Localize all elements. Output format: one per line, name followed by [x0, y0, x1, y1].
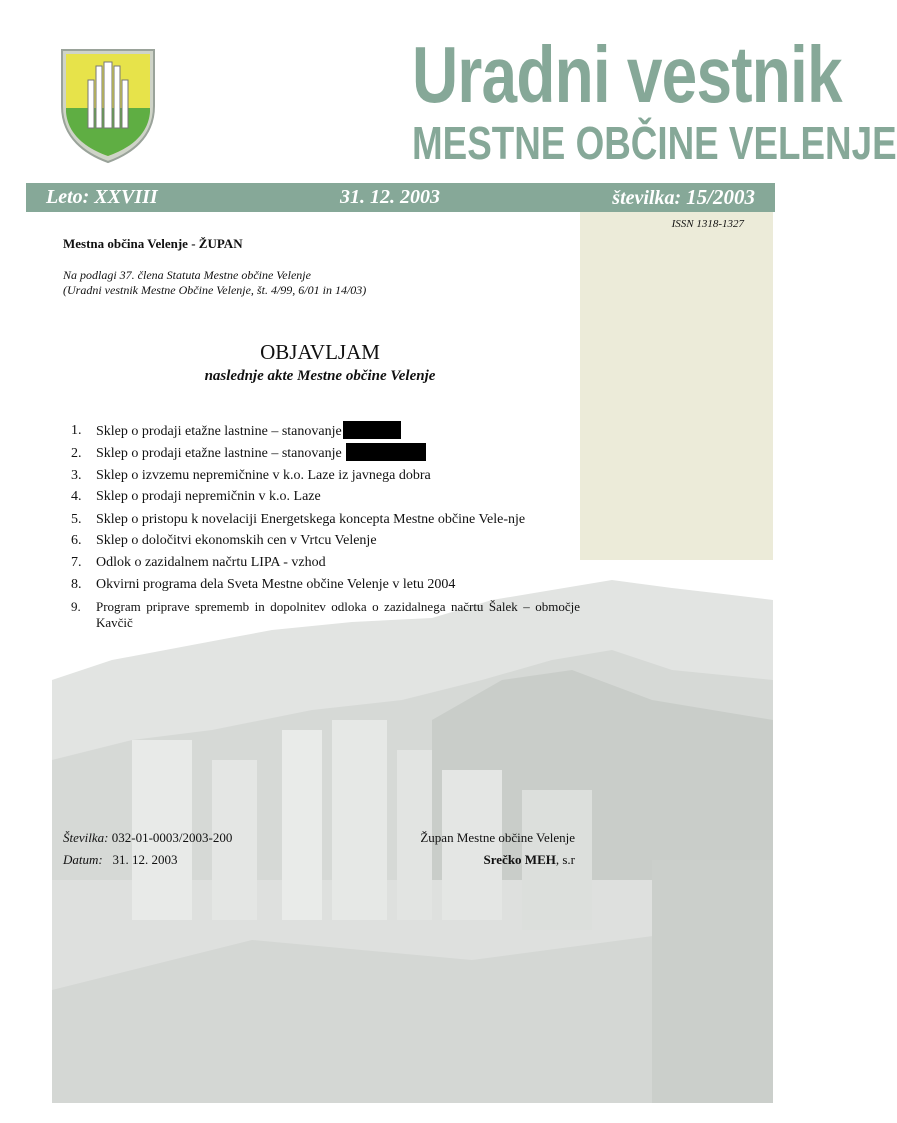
list-item: 9. Program priprave sprememb in dopolnitev odloka o zazidalnega načrtu Šalek – območje Kavčič	[71, 599, 580, 630]
heading-subtitle: naslednje akte Mestne občine Velenje	[204, 368, 436, 384]
reference-number: 032-01-0003/2003-200	[111, 830, 233, 845]
issuing-authority: Mestna občina Velenje - ŽUPAN	[63, 236, 243, 251]
legal-basis-line-1: Na podlagi 37. člena Statuta Mestne občine Velenje	[63, 268, 311, 282]
acts-list	[63, 421, 580, 631]
list-item: 2. Sklep o prodaji etažne lastnine – stanovanje	[63, 442, 580, 465]
redaction-block	[343, 421, 401, 439]
masthead-subtitle: MESTNE OBČINE VELENJE	[412, 117, 897, 169]
list-item: 8. Okvirni programa dela Sveta Mestne občine Velenje v letu 2004	[71, 577, 456, 592]
signatory-name: Srečko MEH	[483, 852, 556, 867]
list-item: 6. Sklep o določitvi ekonomskih cen v Vrtcu Velenje	[71, 533, 377, 548]
issue-number-label: številka:	[612, 187, 682, 209]
list-item: 3. Sklep o izvzemu nepremičnine v k.o. Laze iz javnega dobra	[71, 468, 431, 483]
list-item: 4. Sklep o prodaji nepremičnin v k.o. Laze	[71, 489, 321, 504]
issn: ISSN 1318-1327	[671, 218, 744, 230]
date-value: 31. 12. 2003	[112, 852, 178, 867]
list-item: 1. Sklep o prodaji etažne lastnine – stanovanje	[63, 421, 580, 442]
legal-basis	[63, 268, 543, 298]
issue-date: 31. 12. 2003	[340, 186, 440, 208]
issue-number	[612, 184, 755, 212]
velenje-coat-of-arms-logo	[58, 46, 158, 164]
masthead-title: Uradni vestnik	[412, 30, 842, 119]
issue-number-value: 15/2003	[686, 185, 755, 209]
list-item: 7. Odlok o zazidalnem načrtu LIPA - vzhod	[71, 555, 326, 570]
redaction-block	[346, 443, 426, 461]
issue-year: Leto: XXVIII	[46, 186, 158, 208]
heading-title: OBJAVLJAM	[260, 340, 380, 364]
legal-basis-line-2: (Uradni vestnik Mestne Občine Velenje, št. 4/99, 6/01 in 14/03)	[63, 283, 367, 297]
signatory-role: Župan Mestne občine Velenje	[420, 830, 575, 845]
signatory-suffix: , s.r	[555, 852, 575, 867]
date-label: Datum:	[63, 852, 103, 867]
signature-block	[330, 827, 575, 871]
list-item: 5. Sklep o pristopu k novelaciji Energetskega koncepta Mestne občine Vele-nje	[71, 512, 526, 527]
issue-band	[26, 183, 775, 212]
document-reference	[63, 827, 232, 871]
reference-number-label: Številka:	[63, 830, 109, 845]
